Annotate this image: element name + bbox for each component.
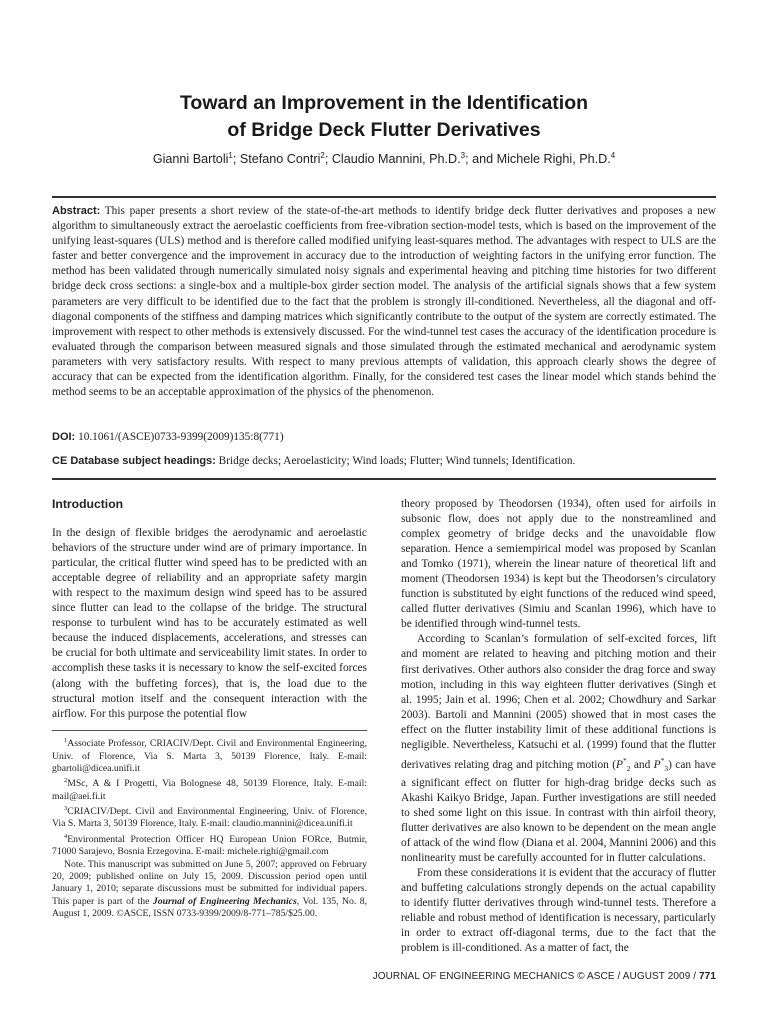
footnote-2-mark: 2 [64, 777, 68, 785]
footnote-2 [52, 775, 367, 803]
abstract-divider [52, 478, 716, 480]
title-line-2: of Bridge Deck Flutter Derivatives [227, 119, 541, 141]
abstract-text: This paper presents a short review of the state-of-the-art methods to identify bridge deck flutter derivatives and proposes a new algorithm to simultaneously extract the aeroelastic coefficients from free-vibration section-model tests, which is based on the improvement of the unifying least-squares (ULS) method and is therefore called modified unifying least-squares method. The advantages with respect to ULS are the faster and better convergence and the improvement in accuracy due to the introduction of weighting factors in the unifying error function. The method has been validated through numerically simulated noisy signals and experimental heaving and pitching time histories for two different bridge deck cross sections: a single-box and a multiple-box girder section model. The analysis of the artificial signals shows that a few system parameters are very difficult to be identified due to the fact that the problem is strongly ill-conditioned. Nevertheless, all the diagonal and off-diagonal components of the stiffness and damping matrices which significantly contribute to the output of the system are correctly estimated. The improvement with respect to other methods is extensively discussed. For the wind-tunnel test cases the accuracy of the identification procedure is evaluated through the comparison between measured signals and those simulated through the estimated mechanical and aerodynamic system parameters with very satisfactory results. With respect to many previous attempts of validation, this approach clearly shows the degree of accuracy that can be expected from the identification algorithm. Finally, for the considered test cases the linear model which stands behind the method seems to be an acceptable approximation of the physics of the phenomenon. [52, 205, 716, 399]
author-4: ; and Michele Righi, Ph.D. [465, 152, 611, 167]
right-paragraph-3: From these considerations it is evident that the accuracy of flutter and buffeting calculations strongly depends on the actual capability to identify flutter derivatives through wind-tunnel tests. Therefore a reliable and robust method of identification is necessary, particularly in order to extract off-diagonal terms, due to the fact that the problem is ill-conditioned. As a matter of fact, the [401, 867, 716, 955]
doi-line [52, 431, 716, 443]
footnote-2-text: MSc, A & I Progetti, Via Bolognese 48, 50139 Florence, Italy. E-mail: mail@aei.fi.it [52, 778, 367, 802]
abstract-label: Abstract: [52, 205, 101, 217]
doi-label: DOI: [52, 431, 76, 443]
section-heading-introduction: Introduction [52, 497, 124, 511]
footnote-4-mark: 4 [64, 832, 68, 840]
footnote-3-text: CRIACIV/Dept. Civil and Environmental Engineering, Univ. of Florence, Via S. Marta 3, 50139 Florence, Italy. E-mail: claudio.mannini@dicea.unifi.it [52, 806, 367, 830]
intro-paragraph-1: In the design of flexible bridges the aerodynamic and aeroelastic behaviors of the structure under wind are of primary importance. In particular, the critical flutter wind speed has to be predicted with an acceptable degree of reliability and an appropriate safety margin with respect to the maximum design wind speed has to be assured since flutter can lead to the collapse of the bridge. The structural response to turbulent wind has to be accurately estimated as well because the induced displacements, accelerations, and stresses can be crucial for both ultimate and serviceability limit states. In order to accomplish these tasks it is necessary to know the self-excited forces (along with the buffeting forces), that is, the load due to the structural motion itself and the consequent interaction with the airflow. For this purpose the potential flow [52, 527, 367, 720]
page-footer [373, 971, 716, 982]
doi-value[interactable]: 10.1061/(ASCE)0733-9399(2009)135:8(771) [78, 431, 284, 443]
footnotes [52, 730, 367, 920]
author-4-affil: 4 [610, 151, 616, 160]
math-P3-sup: * [660, 755, 665, 765]
footnote-3 [52, 803, 367, 831]
author-3: ; Claudio Mannini, Ph.D. [324, 152, 461, 167]
right-column [401, 497, 716, 956]
right-paragraph-1: theory proposed by Theodorsen (1934), often used for airfoils in subsonic flow, does not apply due to the nonstreamlined and complex geometry of bridge decks and the unavoidable flow separation. Hence a semiempirical model was proposed by Scanlan and Tomko (1971), wherein the linear nature of theoretical lift and moment (Theodorsen 1934) is kept but the Theodorsen’s circulatory function is substituted by eight functions of the reduced wind speed, called flutter derivatives (Simiu and Scanlan 1996), which have to be identified through wind-tunnel tests. [401, 498, 716, 631]
footnote-1-mark: 1 [64, 737, 68, 744]
right-paragraph-2-text: According to Scanlan’s formulation of self-excited forces, lift and moment are related to heaving and pitching motion and their first derivatives. Other authors also consider the drag force and sway motion, including in this way eighteen flutter derivatives (Singh et al. 1995; Jain et al. 1996; Chen et al. 2002; Chowdhury and Sarkar 2003). Bartoli and Mannini (2005) showed that in most cases the effect on the flutter instability limit of these additional functions is negligible. Nevertheless, Katsuchi et al. (1999) found that the flutter derivatives relating drag and pitching motion [401, 633, 716, 771]
subject-headings-label: CE Database subject headings: [52, 455, 216, 467]
submission-note-text-a: Note. This manuscript was submitted on June 5, 2007; approved on February 20, 2009; published online on July 15, 2009. Discussion period open until January 1, 2010; separate discussions must be submitted for individual papers. This paper is part of the [52, 858, 367, 907]
math-P2-sup: * [623, 755, 627, 765]
submission-note [52, 859, 367, 920]
author-2: ; Stefano Contri [232, 152, 321, 167]
subject-headings [52, 455, 716, 467]
author-3-affil: 3 [460, 151, 466, 160]
right-paragraph-2 [401, 632, 716, 866]
footnote-4-text: Environmental Protection Officer HQ European Union FORce, Butmir, 71000 Sarajevo, Bosnia Erzegovina. E-mail: michele.righi@gmail.com [52, 834, 367, 858]
right-paragraph-2-text-b: can have a significant effect on flutter for high-drag bridge decks such as Akashi Kaikyo Bridge, Japan. Further investigations are still needed to shed some light on this issue. In contrast with thin airfoil theory, flutter derivatives are also known to be dependent on the mean angle of attack of the wind flow (Diana et al. 2004, Mannini 2006) and this nonlinearity must be carefully accounted for in flutter calculations. [401, 758, 716, 865]
math-P2: P [616, 758, 623, 771]
footnote-1 [52, 735, 367, 775]
math-open: ( [608, 758, 617, 771]
paper-title [40, 90, 728, 144]
math-and: and [630, 758, 654, 771]
author-list [40, 151, 728, 166]
footnote-4 [52, 831, 367, 859]
submission-note-text-b: , Vol. 135, No. 8, August 1, 2009. ©ASCE, ISSN 0733-9399/2009/8-771–785/$25.00. [52, 895, 367, 919]
math-P3: P [653, 758, 661, 771]
header-divider [52, 196, 716, 198]
author-1: Gianni Bartoli [152, 152, 229, 167]
page-number: 771 [699, 971, 716, 982]
author-2-affil: 2 [320, 151, 325, 160]
footnote-1-text: Associate Professor, CRIACIV/Dept. Civil and Environmental Engineering, Univ. of Florence, Via S. Marta 3, 50139 Florence, Italy. E-mail: gbartoli@dicea.unifi.it [52, 738, 367, 774]
author-1-affil: 1 [228, 151, 233, 160]
title-line-1: Toward an Improvement in the Identification [179, 92, 589, 114]
math-P3-sub: 3 [664, 763, 669, 773]
left-column [52, 497, 367, 722]
abstract [52, 204, 716, 400]
math-close: ) [668, 758, 672, 771]
submission-note-journal: Journal of Engineering Mechanics [152, 895, 297, 907]
subject-headings-value: Bridge decks; Aeroelasticity; Wind loads; Flutter; Wind tunnels; Identification. [218, 455, 576, 467]
footnote-3-mark: 3 [64, 804, 68, 812]
footer-journal: JOURNAL OF ENGINEERING MECHANICS © ASCE / AUGUST 2009 / [372, 971, 699, 982]
math-P2-sub: 2 [626, 763, 631, 773]
